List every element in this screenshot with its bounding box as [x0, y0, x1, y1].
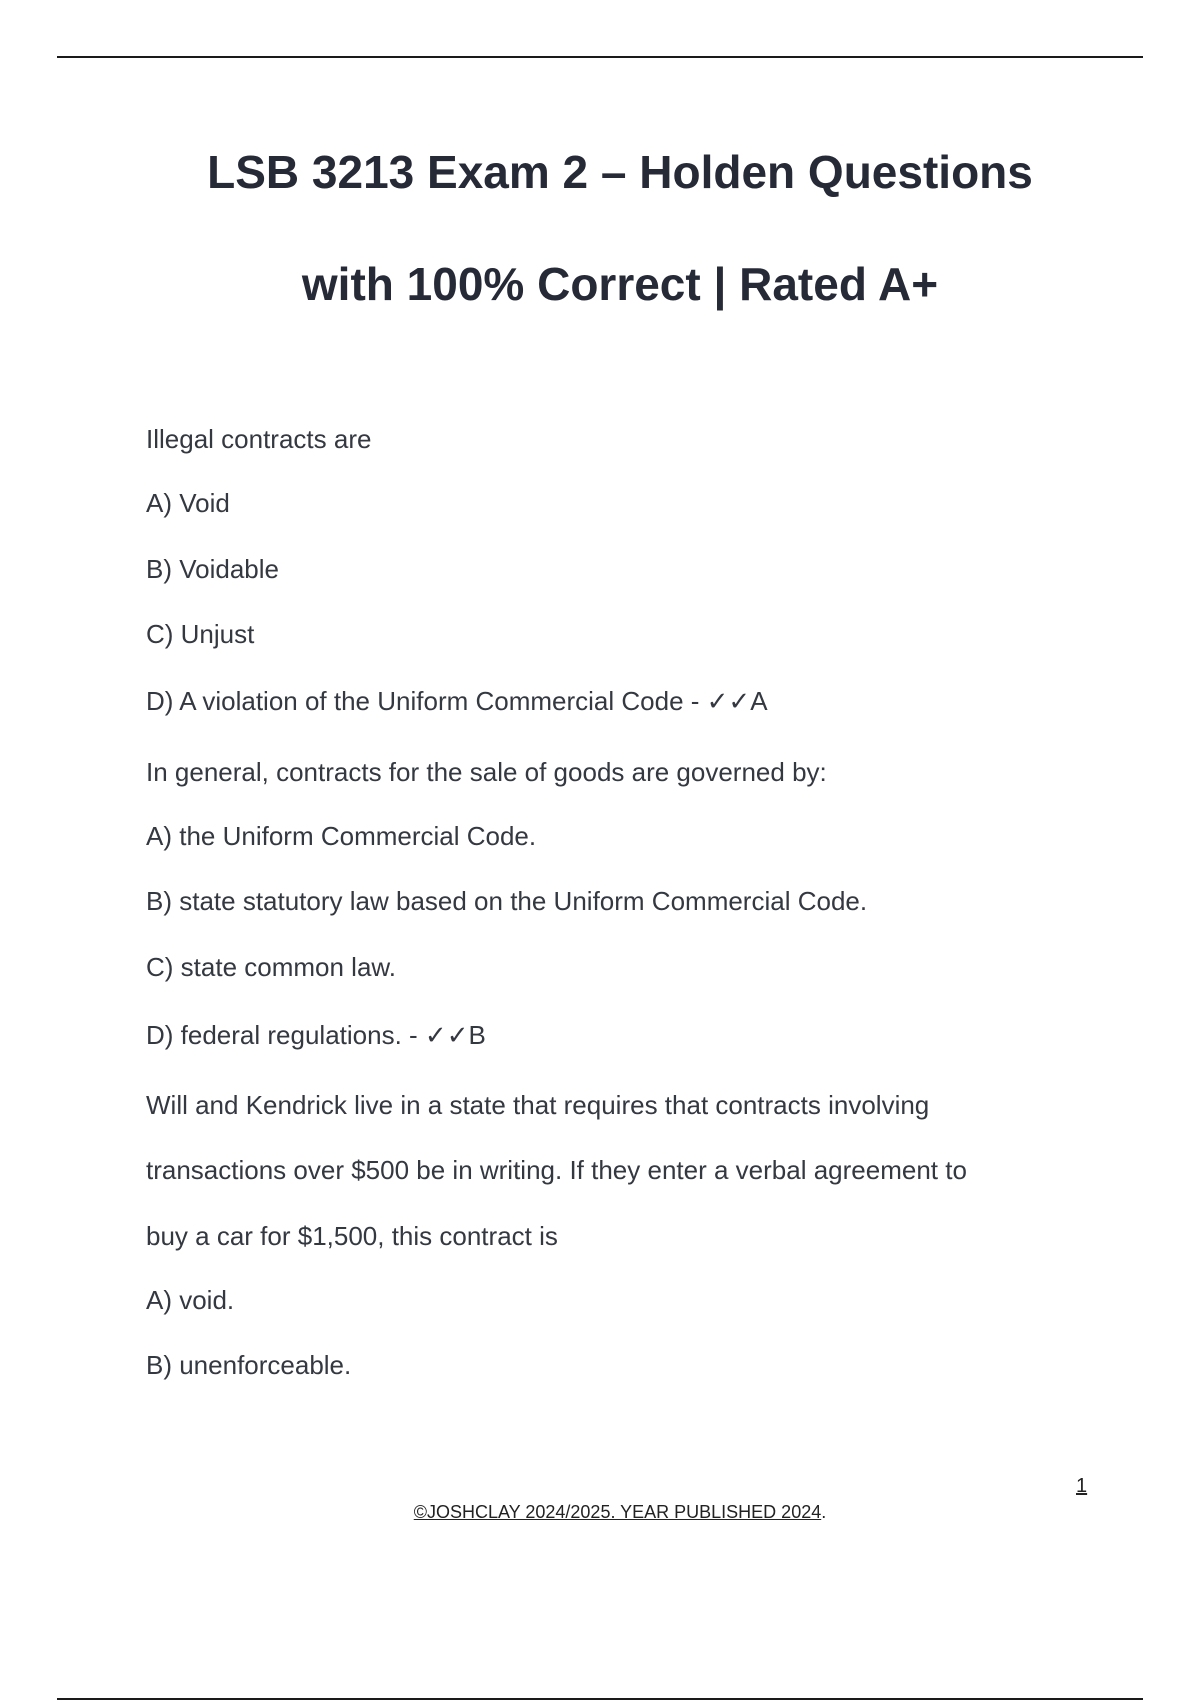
question-1-option-b: B) Voidable	[146, 554, 279, 584]
question-3-stem-line-2: transactions over $500 be in writing. If they enter a verbal agreement to	[146, 1155, 967, 1185]
question-2-option-a: A) the Uniform Commercial Code.	[146, 821, 537, 851]
top-rule	[57, 56, 1143, 58]
question-1-option-a: A) Void	[146, 488, 230, 518]
question-2-stem: In general, contracts for the sale of goods are governed by:	[146, 757, 827, 787]
page-number: 1	[1076, 1475, 1088, 1497]
question-2-option-c: C) state common law.	[146, 952, 396, 982]
document-title-line-1: LSB 3213 Exam 2 – Holden Questions	[207, 146, 1033, 198]
footer-copyright-text: ©JOSHCLAY 2024/2025. YEAR PUBLISHED 2024	[413, 1502, 822, 1522]
question-3-option-a: A) void.	[146, 1285, 235, 1315]
footer-copyright	[0, 1502, 1200, 1523]
question-2-option-d-answer: D) federal regulations. - ✓✓B	[146, 1020, 486, 1050]
question-3-stem-line-1: Will and Kendrick live in a state that requires that contracts involving	[146, 1090, 930, 1120]
question-1-stem: Illegal contracts are	[146, 424, 372, 454]
question-3-option-b: B) unenforceable.	[146, 1350, 352, 1380]
question-1-option-d-answer: D) A violation of the Uniform Commercial Code - ✓✓A	[146, 686, 768, 716]
footer-copyright-period: .	[821, 1502, 827, 1522]
question-3-stem-line-3: buy a car for $1,500, this contract is	[146, 1221, 558, 1251]
question-1-option-c: C) Unjust	[146, 619, 255, 649]
question-2-option-b: B) state statutory law based on the Uniform Commercial Code.	[146, 886, 868, 916]
document-title-line-2: with 100% Correct | Rated A+	[301, 258, 939, 310]
